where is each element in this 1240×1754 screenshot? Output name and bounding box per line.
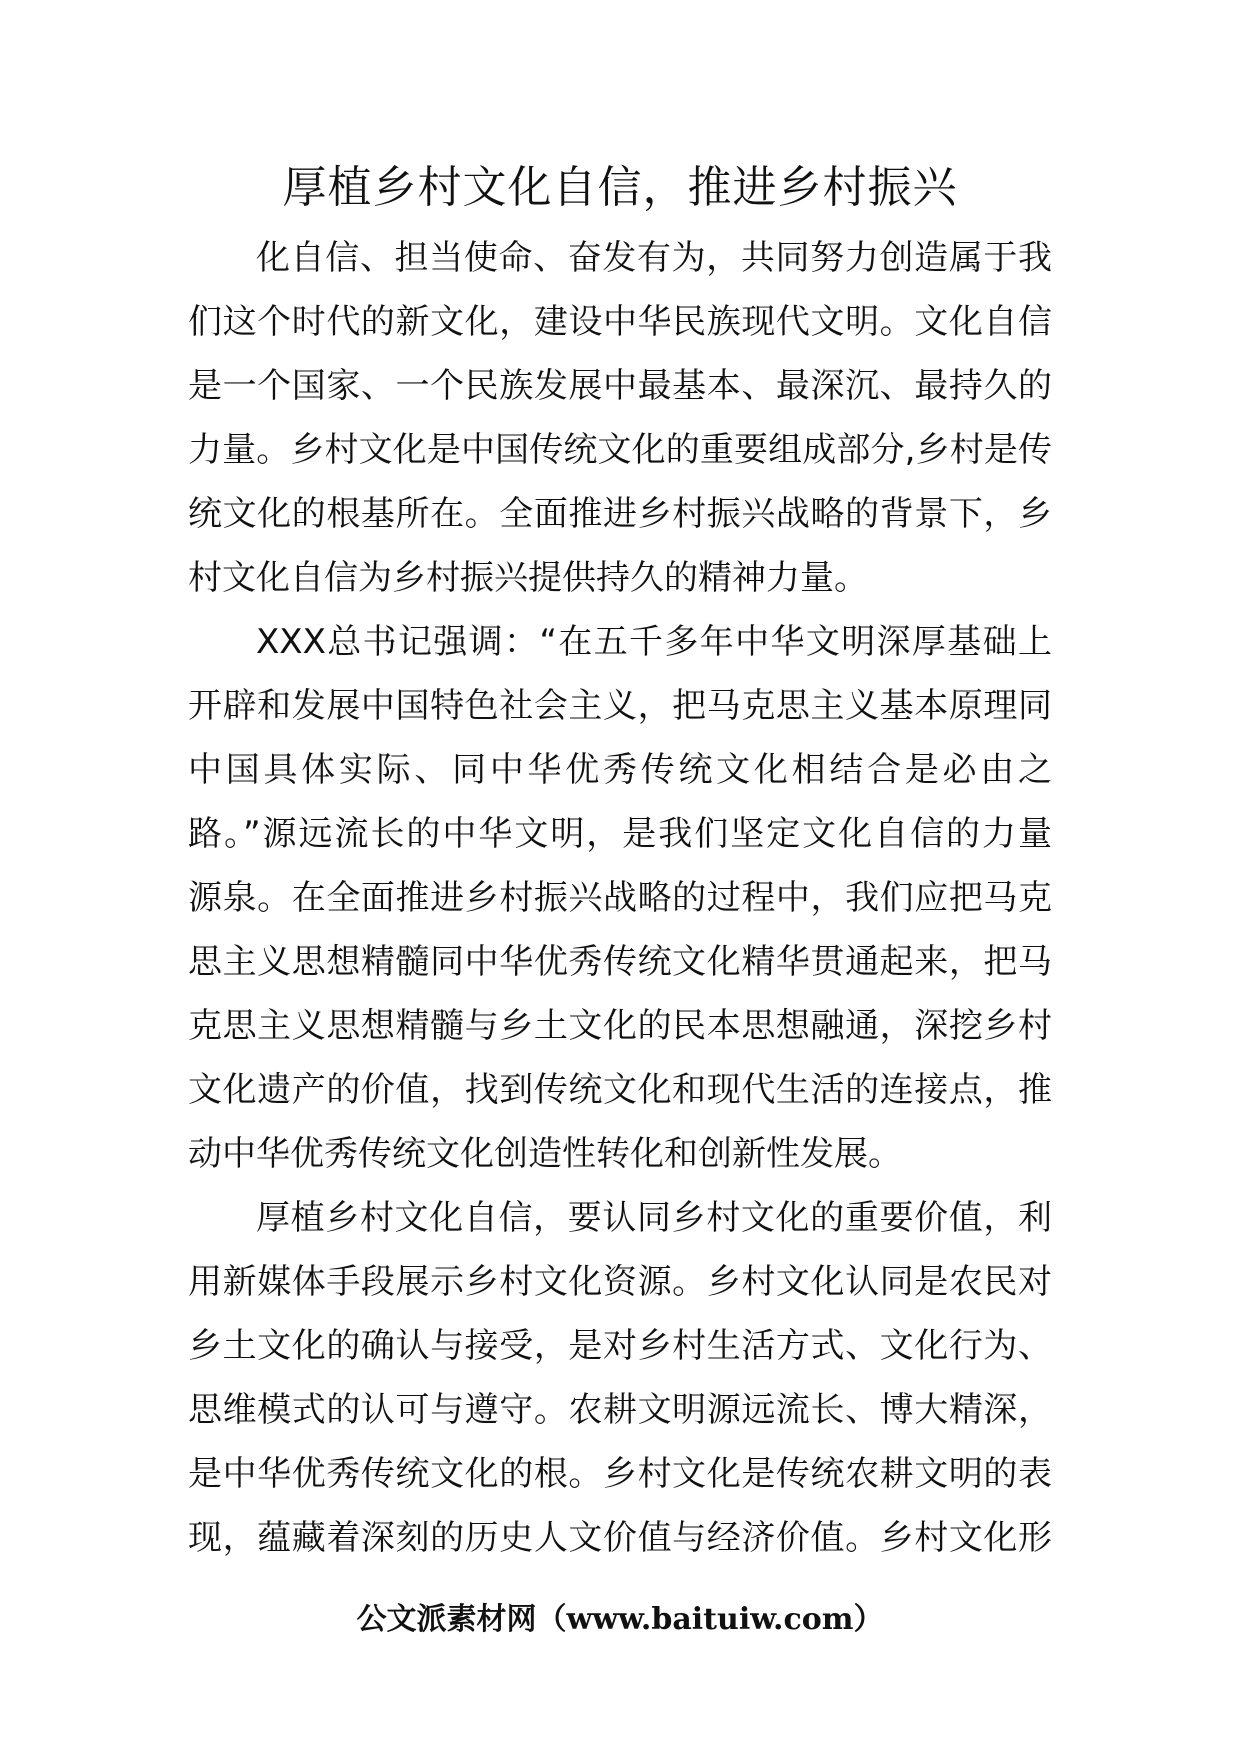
paragraph-3-line-4: 思维模式的认可与遵守。农耕文明源远流长、博大精深， [188,1390,1052,1430]
paragraph-3-line-1: 厚植乡村文化自信，要认同乡村文化的重要价值，利 [256,1198,1052,1238]
document-title: 厚植乡村文化自信，推进乡村振兴 [282,162,958,213]
paragraph-2-line-4: 路。”源远流长的中华文明，是我们坚定文化自信的力量 [188,814,1052,854]
paragraph-2-line-1: XXX总书记强调：“在五千多年中华文明深厚基础上 [256,622,1052,662]
document-body [188,226,1052,1570]
paragraph-1-line-5: 统文化的根基所在。全面推进乡村振兴战略的背景下，乡 [188,494,1052,534]
paragraph-3-line-5: 是中华优秀传统文化的根。乡村文化是传统农耕文明的表 [188,1454,1052,1494]
paragraph-2-line-6: 思主义思想精髓同中华优秀传统文化精华贯通起来，把马 [188,942,1052,982]
paragraph-1-line-6: 村文化自信为乡村振兴提供持久的精神力量。 [188,558,868,598]
paragraph-2-line-3: 中国具体实际、同中华优秀传统文化相结合是必由之 [188,750,1052,790]
paragraph-1-line-3: 是一个国家、一个民族发展中最基本、最深沉、最持久的 [188,366,1052,406]
paragraph-3-line-2: 用新媒体手段展示乡村文化资源。乡村文化认同是农民对 [188,1262,1052,1302]
footer-watermark: 公文派素材网（www.baituiw.com） [356,1602,884,1637]
paragraph-1-line-4: 力量。乡村文化是中国传统文化的重要组成部分,乡村是传 [188,430,1052,470]
paragraph-3-line-6: 现，蕴藏着深刻的历史人文价值与经济价值。乡村文化形 [188,1518,1052,1558]
paragraph-2-line-5: 源泉。在全面推进乡村振兴战略的过程中，我们应把马克 [188,878,1052,918]
paragraph-3-line-3: 乡土文化的确认与接受，是对乡村生活方式、文化行为、 [188,1326,1052,1366]
paragraph-1-line-2: 们这个时代的新文化，建设中华民族现代文明。文化自信 [188,302,1052,342]
paragraph-2-line-8: 文化遗产的价值，找到传统文化和现代生活的连接点，推 [188,1070,1052,1110]
paragraph-2-line-7: 克思主义思想精髓与乡土文化的民本思想融通，深挖乡村 [188,1006,1052,1046]
paragraph-1-line-1: 化自信、担当使命、奋发有为，共同努力创造属于我 [256,238,1052,278]
paragraph-2-line-9: 动中华优秀传统文化创造性转化和创新性发展。 [188,1134,902,1174]
paragraph-2-line-2: 开辟和发展中国特色社会主义，把马克思主义基本原理同 [188,686,1052,726]
